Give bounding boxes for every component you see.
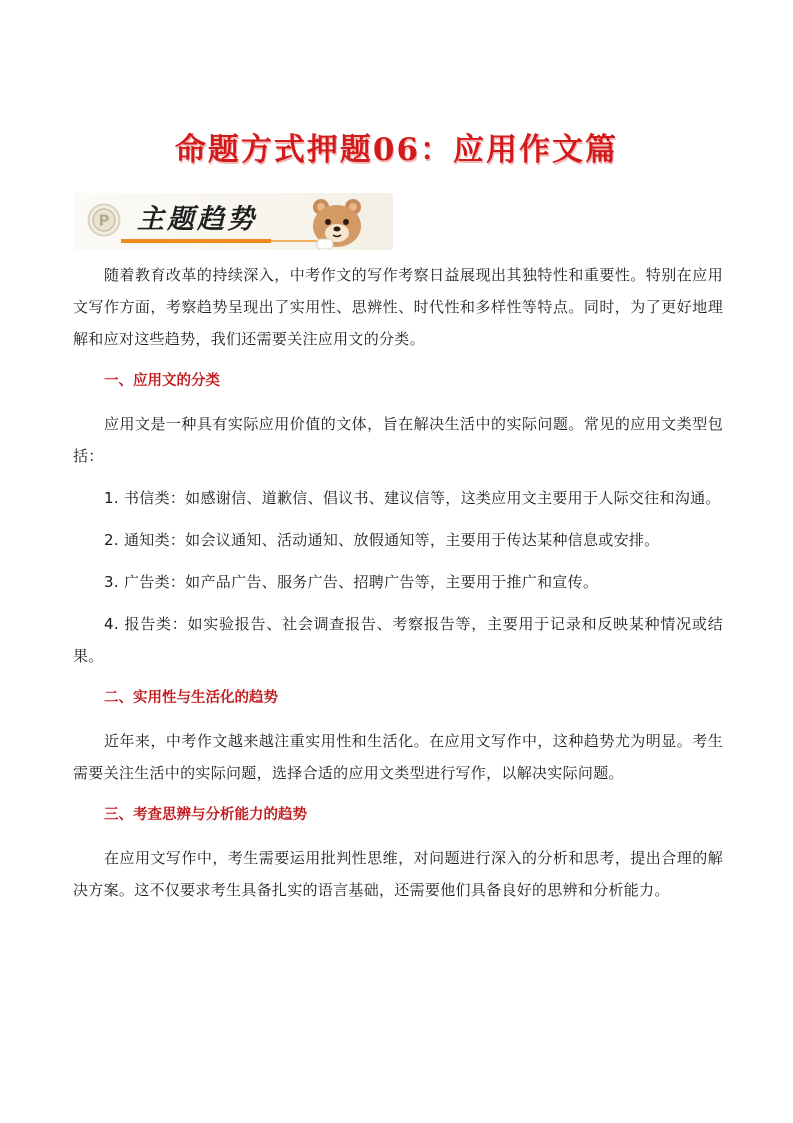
section-paragraph: 应用文是一种具有实际应用价值的文体，旨在解决生活中的实际问题。常见的应用文类型包括： bbox=[73, 415, 723, 465]
section-banner bbox=[73, 193, 393, 250]
bear-mascot-icon bbox=[307, 195, 369, 249]
document-body bbox=[73, 259, 723, 916]
page-title: 命题方式押题06：应用作文篇 bbox=[174, 132, 619, 168]
section-heading-practicality: 二、实用性与生活化的趋势 bbox=[104, 690, 278, 706]
section-paragraph: 近年来，中考作文越来越注重实用性和生活化。在应用文写作中，这种趋势尤为明显。考生需要关注生活中的实际问题，选择合适的应用文类型进行写作，以解决实际问题。 bbox=[73, 732, 723, 782]
coin-icon bbox=[87, 203, 121, 237]
banner-label: 主题趋势 bbox=[137, 204, 257, 235]
section-heading-critical-thinking: 三、考查思辨与分析能力的趋势 bbox=[104, 807, 307, 823]
list-item: 3. 广告类：如产品广告、服务广告、招聘广告等，主要用于推广和宣传。 bbox=[104, 573, 599, 591]
list-item: 1. 书信类：如感谢信、道歉信、倡议书、建议信等，这类应用文主要用于人际交往和沟通。 bbox=[104, 489, 721, 507]
intro-paragraph: 随着教育改革的持续深入，中考作文的写作考察日益展现出其独特性和重要性。特别在应用文写作方面，考察趋势呈现出了实用性、思辨性、时代性和多样性等特点。同时，为了更好地理解和应对这些趋势，我们还需要关注应用文的分类。 bbox=[73, 266, 723, 348]
section-paragraph: 在应用文写作中，考生需要运用批判性思维，对问题进行深入的分析和思考，提出合理的解决方案。这不仅要求考生具备扎实的语言基础，还需要他们具备良好的思辨和分析能力。 bbox=[73, 849, 723, 899]
list-item: 4. 报告类：如实验报告、社会调查报告、考察报告等，主要用于记录和反映某种情况或结果。 bbox=[73, 615, 723, 665]
section-heading-classification: 一、应用文的分类 bbox=[104, 373, 220, 389]
coin-letter: P bbox=[98, 211, 110, 230]
list-item: 2. 通知类：如会议通知、活动通知、放假通知等，主要用于传达某种信息或安排。 bbox=[104, 531, 660, 549]
banner-underline bbox=[121, 239, 331, 243]
